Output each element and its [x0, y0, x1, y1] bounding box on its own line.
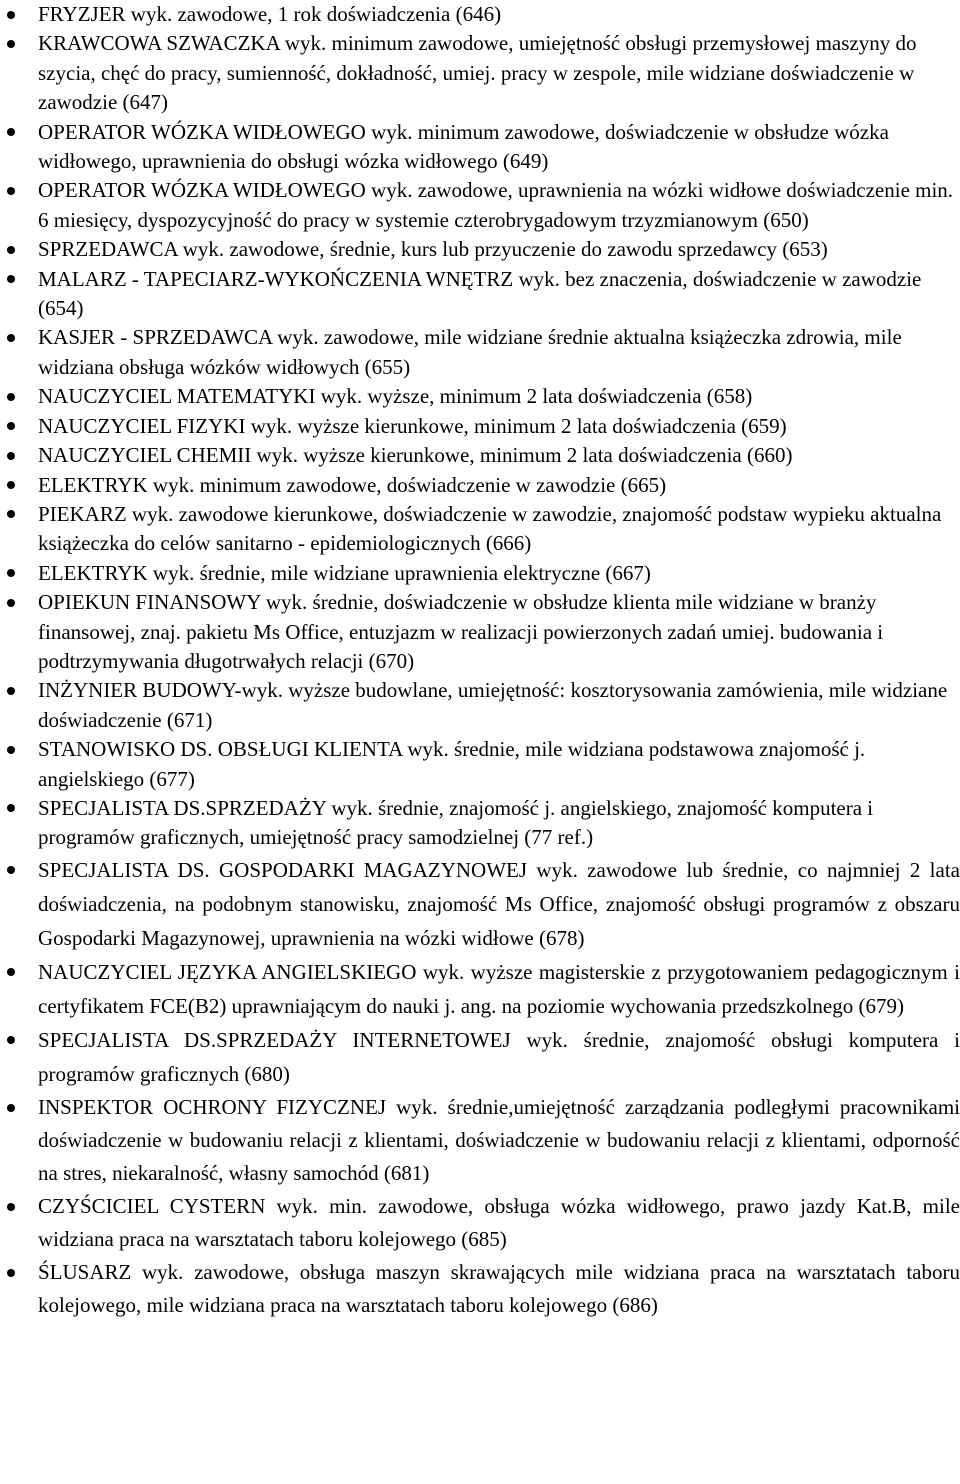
bullet-icon: [4, 1091, 18, 1125]
bullet-icon: [4, 1023, 18, 1057]
list-item: [0, 676, 960, 735]
list-item-text: STANOWISKO DS. OBSŁUGI KLIENTA wyk. średnie, mile widziana podstawowa znajomość j. angielskiego (677): [38, 737, 866, 791]
list-item: [0, 1190, 960, 1256]
list-item: [0, 1256, 960, 1322]
list-item: [0, 441, 960, 470]
bullet-icon: [4, 176, 18, 205]
list-item-text: ELEKTRYK wyk. minimum zawodowe, doświadczenie w zawodzie (665): [38, 472, 667, 497]
bullet-icon: [4, 265, 18, 294]
list-item-text: OPERATOR WÓZKA WIDŁOWEGO wyk. zawodowe, uprawnienia na wózki widłowe doświadczenie min. 6 miesięcy, dyspozycyjność do pracy w systemie czterobrygadowym trzyzmianowym (650): [38, 178, 954, 232]
list-item-text: KASJER - SPRZEDAWCA wyk. zawodowe, mile widziane średnie aktualna książeczka zdrowia, mile widziana obsługa wózków widłowych (655): [38, 325, 902, 379]
bullet-icon: [4, 323, 18, 352]
list-item-text: SPECJALISTA DS.SPRZEDAŻY INTERNETOWEJ wyk. średnie, znajomość obsługi komputera i programów graficznych (680): [38, 1027, 960, 1086]
list-item-text: ELEKTRYK wyk. średnie, mile widziane uprawnienia elektryczne (667): [38, 560, 651, 585]
list-item: [0, 382, 960, 411]
list-item: [0, 500, 960, 559]
bullet-icon: [4, 382, 18, 411]
bullet-icon: [4, 588, 18, 617]
list-item: [0, 853, 960, 955]
bullet-icon: [4, 955, 18, 989]
list-item-text: NAUCZYCIEL FIZYKI wyk. wyższe kierunkowe, minimum 2 lata doświadczenia (659): [38, 413, 787, 438]
list-item-text: OPERATOR WÓZKA WIDŁOWEGO wyk. minimum zawodowe, doświadczenie w obsłudze wózka widłowego, uprawnienia do obsługi wózka widłowego (649): [38, 119, 889, 174]
bullet-icon: [4, 500, 18, 529]
list-item-text: KRAWCOWA SZWACZKA wyk. minimum zawodowe, umiejętność obsługi przemysłowej maszyny do szycia, chęć do pracy, sumienność, dokładność, umiej. pracy w zespole, mile widziane doświadczenie w zawodzie (647): [38, 31, 917, 115]
list-item: [0, 118, 960, 177]
bullet-icon: [4, 29, 18, 58]
list-item: [0, 265, 960, 324]
list-item: [0, 323, 960, 382]
list-item-text: SPRZEDAWCA wyk. zawodowe, średnie, kurs lub przyuczenie do zawodu sprzedawcy (653): [38, 237, 828, 262]
bullet-icon: [4, 853, 18, 887]
list-item-text: NAUCZYCIEL MATEMATYKI wyk. wyższe, minimum 2 lata doświadczenia (658): [38, 384, 753, 409]
list-item-text: PIEKARZ wyk. zawodowe kierunkowe, doświadczenie w zawodzie, znajomość podstaw wypieku aktualna książeczka do celów sanitarno - epidemiologicznych (666): [38, 501, 942, 556]
list-item: [0, 412, 960, 441]
bullet-icon: [4, 412, 18, 441]
list-item: [0, 588, 960, 676]
list-item-text: INŻYNIER BUDOWY-wyk. wyższe budowlane, umiejętność: kosztorysowania zamówienia, mile widziane doświadczenie (671): [38, 678, 948, 732]
list-item-text: ŚLUSARZ wyk. zawodowe, obsługa maszyn skrawających mile widziana praca na warsztatach taboru kolejowego, mile widziana praca na warsztatach taboru kolejowego (686): [38, 1259, 960, 1317]
bullet-icon: [4, 1256, 18, 1290]
bullet-icon: [4, 118, 18, 147]
list-item-text: NAUCZYCIEL JĘZYKA ANGIELSKIEGO wyk. wyższe magisterskie z przygotowaniem pedagogicznym i certyfikatem FCE(B2) uprawniającym do nauki j. ang. na poziomie wychowania przedszkolnego (679): [38, 959, 960, 1018]
list-item: [0, 735, 960, 794]
list-item-text: OPIEKUN FINANSOWY wyk. średnie, doświadczenie w obsłudze klienta mile widziane w branży finansowej, znaj. pakietu Ms Office, entuzjazm w realizacji powierzonych zadań umiej. budowania i podtrzymywania długotrwałych relacji (670): [38, 590, 884, 673]
bullet-icon: [4, 676, 18, 705]
list-item: [0, 29, 960, 117]
list-item: [0, 176, 960, 235]
bullet-icon: [4, 1190, 18, 1224]
list-item-text: CZYŚCICIEL CYSTERN wyk. min. zawodowe, obsługa wózka widłowego, prawo jazdy Kat.B, mile widziana praca na warsztatach taboru kolejowego (685): [38, 1193, 960, 1251]
list-item: [0, 235, 960, 264]
list-item: [0, 471, 960, 500]
bullet-icon: [4, 0, 18, 29]
bullet-icon: [4, 735, 18, 764]
list-item: [0, 794, 960, 853]
list-item-text: SPECJALISTA DS.SPRZEDAŻY wyk. średnie, znajomość j. angielskiego, znajomość komputera i programów graficznych, umiejętność pracy samodzielnej (77 ref.): [38, 795, 874, 850]
bullet-icon: [4, 794, 18, 823]
list-item-text: SPECJALISTA DS. GOSPODARKI MAGAZYNOWEJ wyk. zawodowe lub średnie, co najmniej 2 lata doświadczenia, na podobnym stanowisku, znajomość Ms Office, znajomość obsługi programów z obszaru Gospodarki Magazynowej, uprawnienia na wózki widłowe (678): [38, 857, 960, 950]
list-item: [0, 955, 960, 1023]
bullet-icon: [4, 235, 18, 264]
list-item: [0, 0, 960, 29]
list-item-text: NAUCZYCIEL CHEMII wyk. wyższe kierunkowe, minimum 2 lata doświadczenia (660): [38, 443, 793, 468]
list-item-text: INSPEKTOR OCHRONY FIZYCZNEJ wyk. średnie,umiejętność zarządzania podległymi pracownikami doświadczenie w budowaniu relacji z klientami, doświadczenie w budowaniu relacji z klientami, odporność na stres, niekaralność, własny samochód (681): [38, 1094, 960, 1185]
list-item: [0, 559, 960, 588]
list-item: [0, 1023, 960, 1091]
list-item-text: MALARZ - TAPECIARZ-WYKOŃCZENIA WNĘTRZ wyk. bez znaczenia, doświadczenie w zawodzie (654): [38, 266, 922, 321]
bullet-icon: [4, 441, 18, 470]
bullet-icon: [4, 559, 18, 588]
bullet-icon: [4, 471, 18, 500]
list-item-text: FRYZJER wyk. zawodowe, 1 rok doświadczenia (646): [38, 2, 502, 26]
list-item: [0, 1091, 960, 1190]
